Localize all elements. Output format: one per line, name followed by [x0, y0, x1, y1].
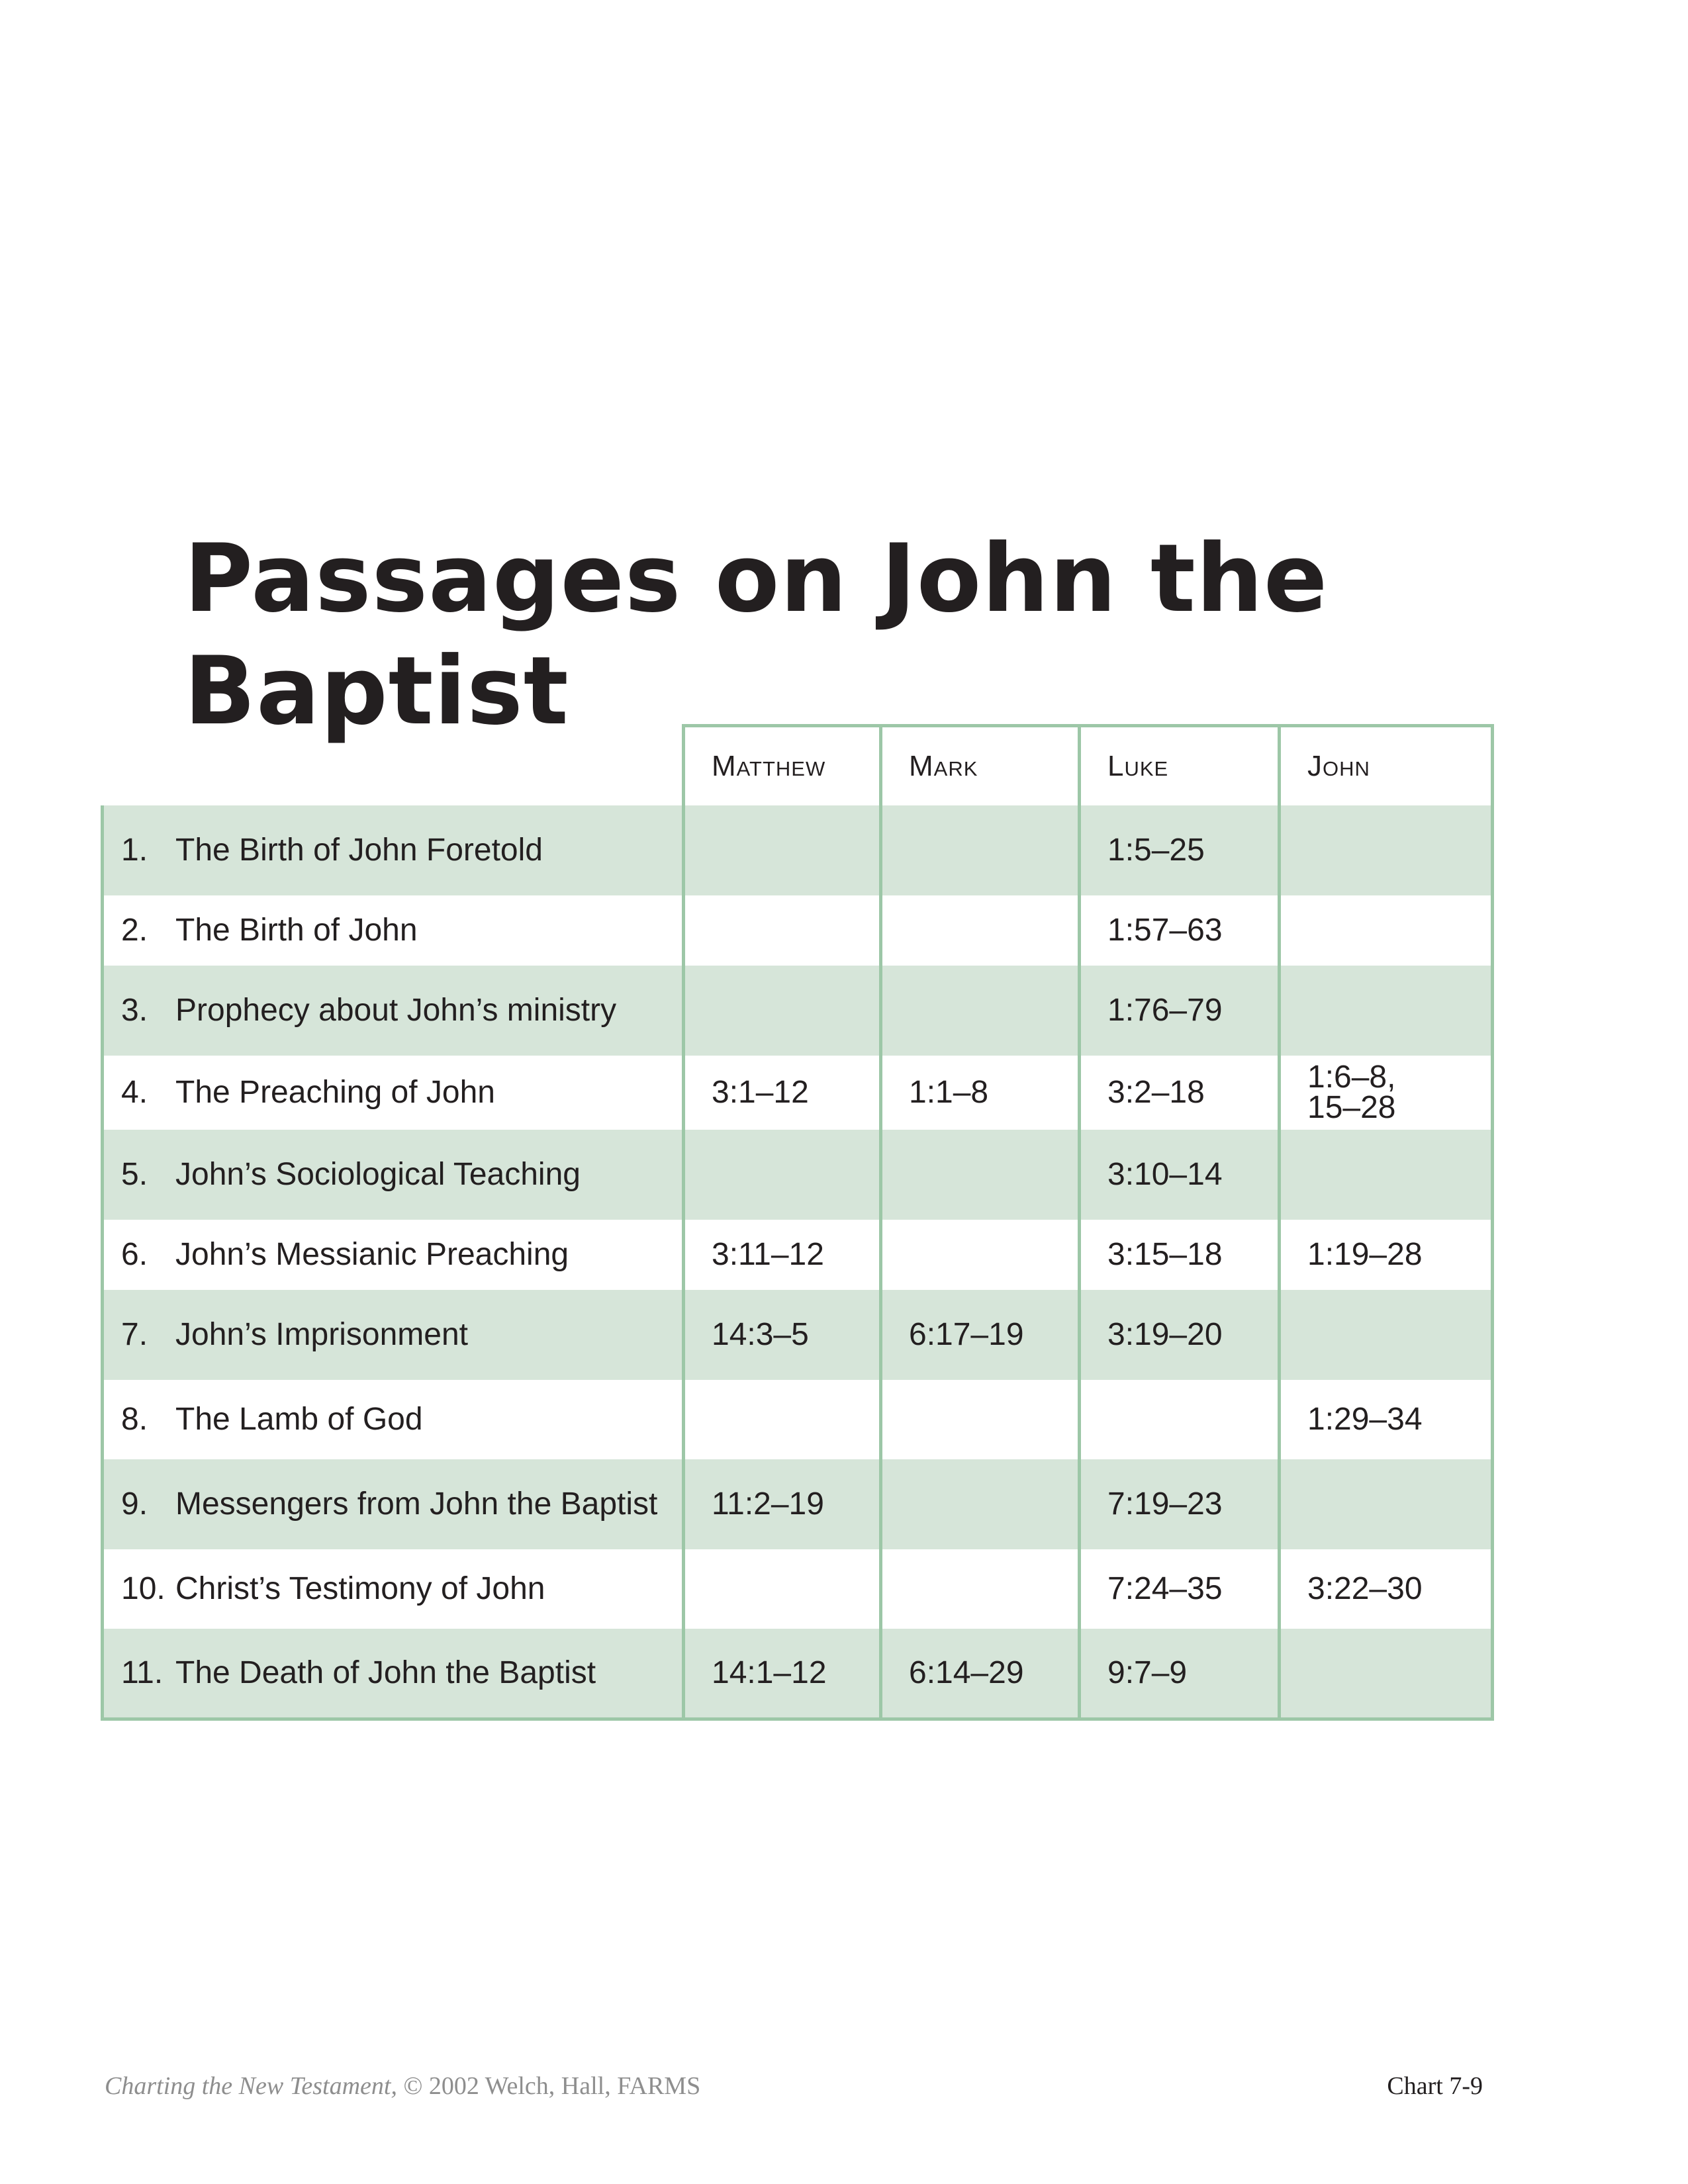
table-row: [103, 805, 1493, 895]
footer-book-title: Charting the New Testament,: [105, 2072, 397, 2100]
mark-reference-cell: 6:17–19: [881, 1290, 1080, 1380]
mark-reference-cell: [881, 1130, 1080, 1220]
header-row: [103, 726, 1493, 806]
topic-text: Messengers from John the Baptist: [175, 1486, 658, 1522]
john-reference-cell: 1:6–8, 15–28: [1280, 1056, 1493, 1130]
row-number: 1.: [121, 833, 148, 868]
topic-cell: [103, 966, 684, 1056]
header-blank-cell: [103, 726, 684, 806]
footer-copyright: © 2002 Welch, Hall, FARMS: [397, 2072, 701, 2100]
topic-text: John’s Messianic Preaching: [175, 1237, 569, 1272]
topic-cell: [103, 1220, 684, 1290]
luke-reference-cell: 3:19–20: [1080, 1290, 1280, 1380]
row-number: 3.: [121, 993, 148, 1028]
matthew-reference-cell: [684, 805, 881, 895]
topic-cell: [103, 1130, 684, 1220]
luke-reference-cell: 1:76–79: [1080, 966, 1280, 1056]
column-header-matthew: Matthew: [684, 726, 881, 806]
mark-reference-cell: [881, 966, 1080, 1056]
matthew-reference-cell: [684, 895, 881, 966]
topic-cell: [103, 805, 684, 895]
table-row: [103, 1549, 1493, 1629]
luke-reference-cell: [1080, 1380, 1280, 1459]
topic-text: Christ’s Testimony of John: [175, 1571, 545, 1606]
topic-cell: [103, 1549, 684, 1629]
topic-text: The Lamb of God: [175, 1402, 423, 1437]
mark-reference-cell: [881, 1220, 1080, 1290]
table-row: [103, 895, 1493, 966]
footer-citation: [105, 2071, 700, 2101]
john-reference-cell: 1:19–28: [1280, 1220, 1493, 1290]
matthew-reference-cell: 3:1–12: [684, 1056, 881, 1130]
luke-reference-cell: 3:10–14: [1080, 1130, 1280, 1220]
luke-reference-cell: 3:15–18: [1080, 1220, 1280, 1290]
table-row: [103, 1290, 1493, 1380]
topic-cell: [103, 895, 684, 966]
topic-cell: [103, 1629, 684, 1719]
page-title: Passages on John the Baptist: [184, 524, 1329, 746]
mark-reference-cell: [881, 1380, 1080, 1459]
mark-reference-cell: [881, 1459, 1080, 1549]
luke-reference-cell: 1:5–25: [1080, 805, 1280, 895]
luke-reference-cell: 7:19–23: [1080, 1459, 1280, 1549]
topic-text: The Death of John the Baptist: [175, 1655, 596, 1690]
john-reference-cell: 3:22–30: [1280, 1549, 1493, 1629]
matthew-reference-cell: 14:3–5: [684, 1290, 881, 1380]
topic-text: The Birth of John: [175, 913, 418, 948]
passages-table: [101, 724, 1494, 1721]
row-number: 5.: [121, 1157, 148, 1192]
john-reference-cell: [1280, 1130, 1493, 1220]
row-number: 11.: [121, 1655, 164, 1690]
matthew-reference-cell: 14:1–12: [684, 1629, 881, 1719]
row-number: 10.: [121, 1571, 165, 1606]
footer-chart-label: Chart 7-9: [1387, 2072, 1483, 2100]
table-row: [103, 1220, 1493, 1290]
john-reference-cell: 1:29–34: [1280, 1380, 1493, 1459]
row-number: 9.: [121, 1486, 148, 1522]
matthew-reference-cell: [684, 1130, 881, 1220]
row-number: 6.: [121, 1237, 148, 1272]
topic-text: The Birth of John Foretold: [175, 833, 543, 868]
luke-reference-cell: 1:57–63: [1080, 895, 1280, 966]
matthew-reference-cell: [684, 1380, 881, 1459]
topic-cell: [103, 1459, 684, 1549]
table-row: [103, 966, 1493, 1056]
table-row: [103, 1056, 1493, 1130]
topic-text: The Preaching of John: [175, 1075, 495, 1110]
topic-text: John’s Imprisonment: [175, 1317, 468, 1352]
column-header-john: John: [1280, 726, 1493, 806]
topic-cell: [103, 1290, 684, 1380]
row-number: 4.: [121, 1075, 148, 1110]
matthew-reference-cell: 3:11–12: [684, 1220, 881, 1290]
luke-reference-cell: 3:2–18: [1080, 1056, 1280, 1130]
luke-reference-cell: 9:7–9: [1080, 1629, 1280, 1719]
topic-cell: [103, 1380, 684, 1459]
mark-reference-cell: [881, 895, 1080, 966]
mark-reference-cell: [881, 1549, 1080, 1629]
topic-cell: [103, 1056, 684, 1130]
table-row: [103, 1459, 1493, 1549]
matthew-reference-cell: 11:2–19: [684, 1459, 881, 1549]
topic-text: Prophecy about John’s ministry: [175, 993, 617, 1028]
john-reference-cell: [1280, 966, 1493, 1056]
john-reference-cell: [1280, 1629, 1493, 1719]
john-reference-cell: [1280, 805, 1493, 895]
john-reference-cell: [1280, 895, 1493, 966]
topic-text: John’s Sociological Teaching: [175, 1157, 581, 1192]
table-row: [103, 1629, 1493, 1719]
mark-reference-cell: 1:1–8: [881, 1056, 1080, 1130]
row-number: 7.: [121, 1317, 148, 1352]
row-number: 2.: [121, 913, 148, 948]
john-reference-cell: [1280, 1290, 1493, 1380]
column-header-luke: Luke: [1080, 726, 1280, 806]
table-row: [103, 1130, 1493, 1220]
matthew-reference-cell: [684, 1549, 881, 1629]
row-number: 8.: [121, 1402, 148, 1437]
column-header-mark: Mark: [881, 726, 1080, 806]
mark-reference-cell: [881, 805, 1080, 895]
mark-reference-cell: 6:14–29: [881, 1629, 1080, 1719]
luke-reference-cell: 7:24–35: [1080, 1549, 1280, 1629]
table-row: [103, 1380, 1493, 1459]
matthew-reference-cell: [684, 966, 881, 1056]
john-reference-cell: [1280, 1459, 1493, 1549]
table-body: [103, 805, 1493, 1719]
